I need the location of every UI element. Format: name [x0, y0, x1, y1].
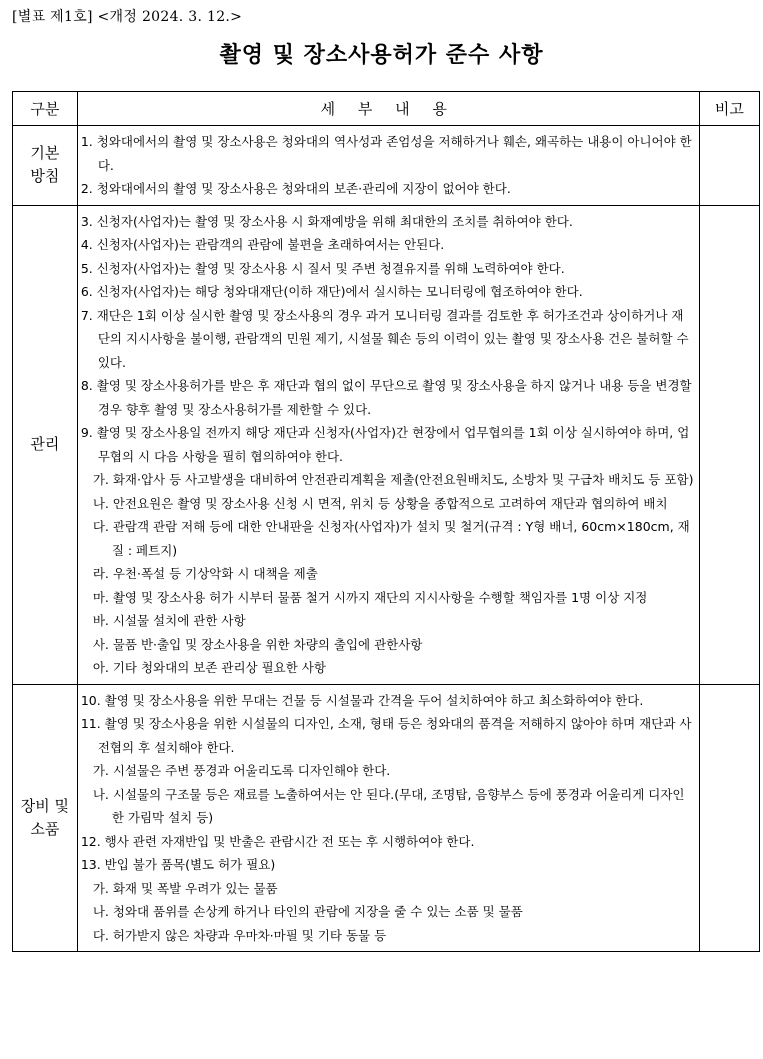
- detail-cell: [77, 205, 699, 684]
- table-row: [13, 684, 760, 952]
- list-item: 2. 청와대에서의 촬영 및 장소사용은 청와대의 보존·관리에 지장이 없어야 한다.: [80, 181, 511, 196]
- column-header-note: 비고: [699, 92, 759, 126]
- form-label: [별표 제1호] <개정 2024. 3. 12.>: [12, 9, 243, 25]
- table-body: [13, 126, 760, 952]
- category-cell: [13, 205, 78, 684]
- list-item: 13. 반입 불가 품목(별도 허가 필요): [80, 857, 276, 872]
- note-cell: [699, 684, 759, 952]
- sub-item: 가. 화재 및 폭발 우려가 있는 물품: [92, 880, 278, 896]
- sub-item: 다. 관람객 관람 저해 등에 대한 안내판을 신청자(사업자)가 설치 및 철거(규격 : Y형 배너, 60cm×180cm, 재질 : 페트지): [92, 519, 690, 558]
- sub-item: 라. 우천·폭설 등 기상악화 시 대책을 제출: [92, 566, 318, 581]
- list-item: 6. 신청자(사업자)는 해당 청와대재단(이하 재단)에서 실시하는 모니터링에 협조하여야 한다.: [80, 284, 583, 299]
- category-cell: [13, 126, 78, 206]
- list-item: 5. 신청자(사업자)는 촬영 및 장소사용 시 질서 및 주변 청결유지를 위해 노력하여야 한다.: [80, 260, 565, 276]
- list-item: 7. 재단은 1회 이상 실시한 촬영 및 장소사용의 경우 과거 모니터링 결과를 검토한 후 허가조건과 상이하거나 재단의 지시사항을 불이행, 관람객의 민원 제기, 시설물 훼손 등의 이력이 있는 촬영 및 장소사용 건은 불허할 수 있다.: [80, 307, 689, 370]
- list-item: 11. 촬영 및 장소사용을 위한 시설물의 디자인, 소재, 형태 등은 청와대의 품격을 저해하지 않아야 하며 재단과 사전협의 후 설치해야 한다.: [80, 716, 692, 755]
- document-title: 촬영 및 장소사용허가 준수 사항: [219, 43, 544, 68]
- sub-item: 다. 허가받지 않은 차량과 우마차·마필 및 기타 동물 등: [92, 927, 387, 943]
- list-item: 9. 촬영 및 장소사용일 전까지 해당 재단과 신청자(사업자)간 현장에서 업무협의를 1회 이상 실시하여야 하며, 업무협의 시 다음 사항을 필히 협의하여야 한다.: [80, 425, 690, 464]
- list-item: 12. 행사 관련 자재반입 및 반출은 관람시간 전 또는 후 시행하여야 한다.: [80, 833, 475, 849]
- category-cell: [13, 684, 78, 952]
- column-header-category: 구분: [13, 92, 78, 126]
- regulations-table: [12, 91, 760, 952]
- sub-item: 아. 기타 청와대의 보존 관리상 필요한 사항: [92, 660, 326, 675]
- column-header-detail: 세 부 내 용: [77, 92, 699, 126]
- sub-item: 나. 시설물의 구조물 등은 재료를 노출하여서는 안 된다.(무대, 조명탑, 음향부스 등에 풍경과 어울리게 디자인 한 가림막 설치 등): [92, 786, 685, 825]
- sub-item: 가. 시설물은 주변 풍경과 어울리도록 디자인해야 한다.: [92, 763, 391, 778]
- list-item: 1. 청와대에서의 촬영 및 장소사용은 청와대의 역사성과 존엄성을 저해하거나 훼손, 왜곡하는 내용이 아니어야 한다.: [80, 134, 692, 173]
- sub-item: 나. 안전요원은 촬영 및 장소사용 신청 시 면적, 위치 등 상황을 종합적으로 고려하여 재단과 협의하여 배치: [92, 495, 668, 511]
- note-cell: [699, 126, 759, 206]
- detail-cell: [77, 684, 699, 952]
- category-label: 관리: [30, 435, 60, 453]
- sub-item: 바. 시설물 설치에 관한 사항: [92, 613, 246, 628]
- sub-item: 나. 청와대 품위를 손상케 하거나 타인의 관람에 지장을 줄 수 있는 소품 및 물품: [92, 904, 523, 919]
- list-item: 3. 신청자(사업자)는 촬영 및 장소사용 시 화재예방을 위해 최대한의 조치를 취하여야 한다.: [80, 213, 573, 229]
- table-row: [13, 205, 760, 684]
- list-item: 10. 촬영 및 장소사용을 위한 무대는 건물 등 시설물과 간격을 두어 설치하여야 하고 최소화하여야 한다.: [80, 692, 644, 708]
- table-row: [13, 126, 760, 206]
- sub-item: 가. 화재·압사 등 사고발생을 대비하여 안전관리계획을 제출(안전요원배치도, 소방차 및 구급차 배치도 등 포함): [92, 472, 694, 487]
- detail-cell: [77, 126, 699, 206]
- sub-item: 마. 촬영 및 장소사용 허가 시부터 물품 철거 시까지 재단의 지시사항을 수행할 책임자를 1명 이상 지정: [92, 589, 648, 605]
- list-item: 4. 신청자(사업자)는 관람객의 관람에 불편을 초래하여서는 안된다.: [80, 237, 445, 252]
- sub-item: 사. 물품 반·출입 및 장소사용을 위한 차량의 출입에 관한사항: [92, 636, 423, 652]
- note-cell: [699, 205, 759, 684]
- category-label: 기본 방침: [30, 144, 60, 186]
- list-item: 8. 촬영 및 장소사용허가를 받은 후 재단과 협의 없이 무단으로 촬영 및 장소사용을 하지 않거나 내용 등을 변경할 경우 향후 촬영 및 장소사용허가를 제한할 수 있다.: [80, 378, 692, 417]
- table-header-row: [13, 92, 760, 126]
- category-label: 장비 및 소품: [20, 796, 70, 838]
